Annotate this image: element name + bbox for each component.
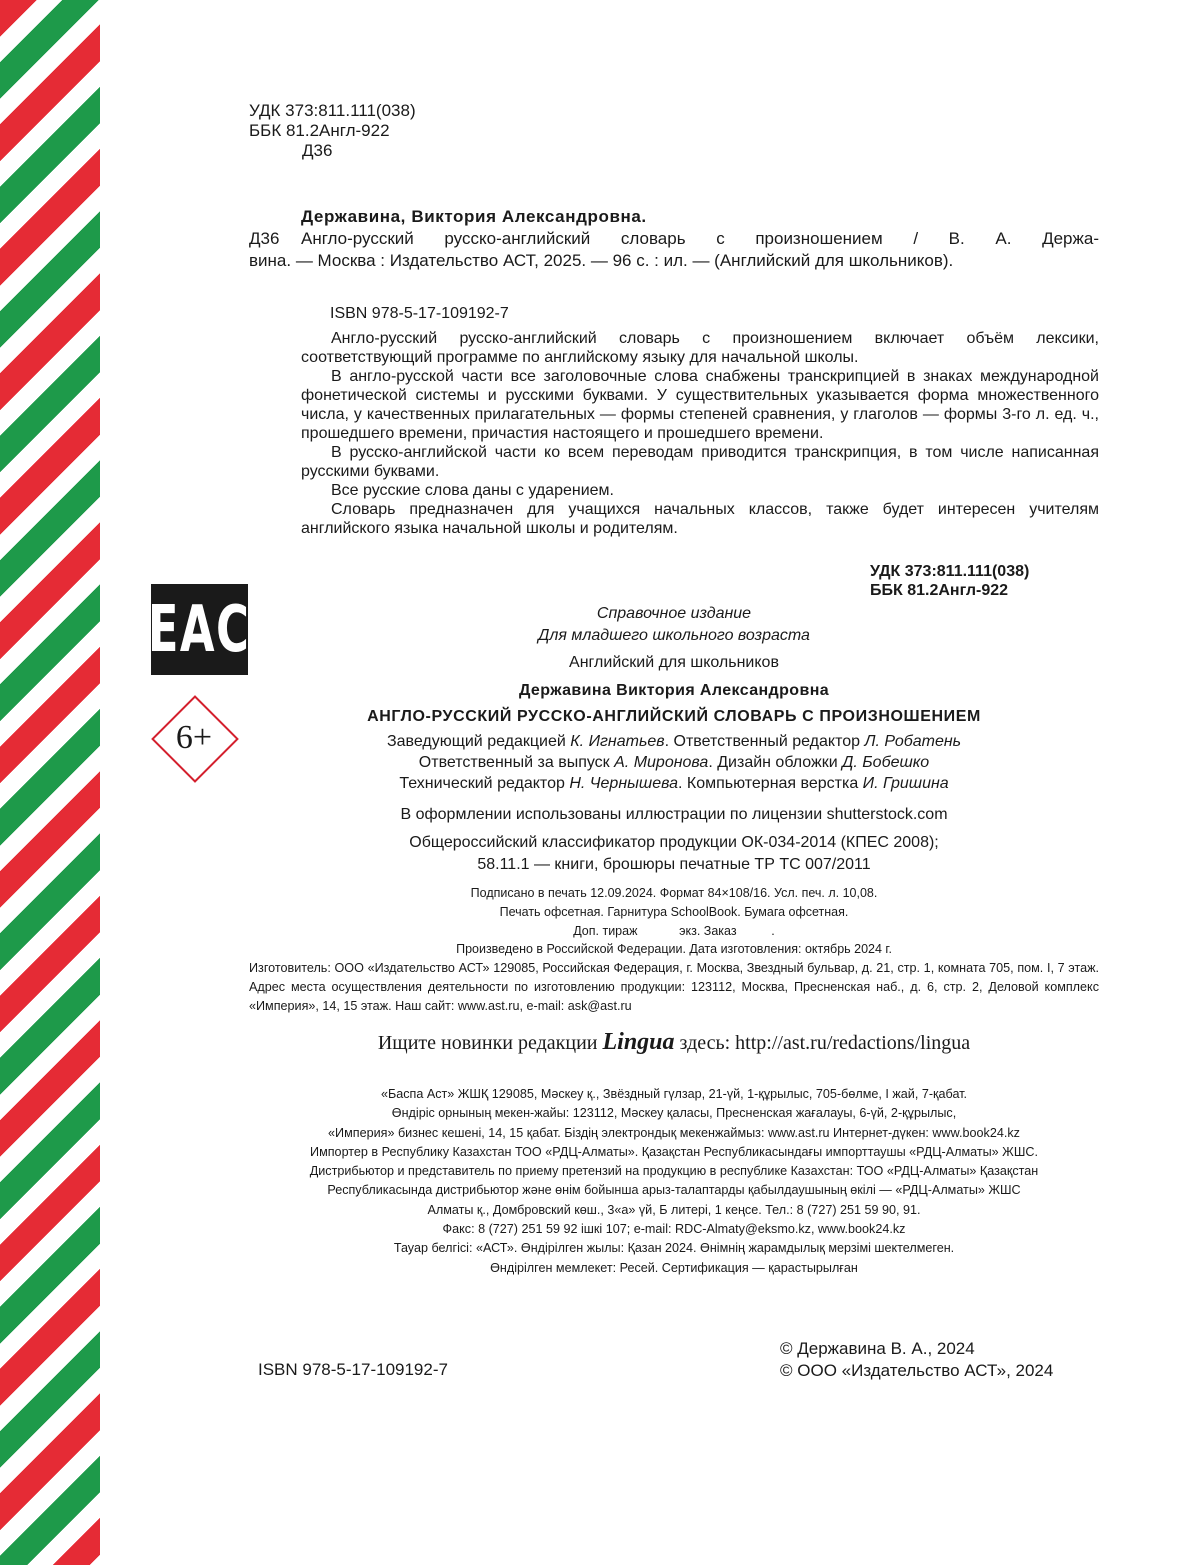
entry-code: Д36 <box>249 229 280 248</box>
footer-copyright <box>780 1338 1110 1382</box>
annotation-paragraph: В англо-русской части все заголовочные слова снабжены транскрипцией в знаках международной фонетической системы и русскими буквами. У существительных указывается форма множественного числа, у качественных прилагательных — формы степеней сравнения, у глаголов — формы 3-го л. ед. ч., прошедшего времени, причастия настоящего и прошедшего времени. <box>301 368 1099 442</box>
annotation-paragraph: Все русские слова даны с ударением. <box>331 482 614 499</box>
lingua-logo: Lingua <box>602 1029 675 1055</box>
kz-line: Өндіріс орнының мекен-жайы: 123112, Мәскеу қаласы, Пресненская жағалауы, 6-үй, 2-құрылыс, <box>391 1106 957 1121</box>
imprint-series: Английский для школьников <box>569 654 779 671</box>
kz-line: Алматы қ., Домбровский көш., 3«а» үй, Б литері, 1 кеңсе. Тел.: 8 (727) 251 59 90, 91. <box>427 1202 921 1217</box>
print-line-4: Произведено в Российской Федерации. Дата изготовления: октябрь 2024 г. <box>456 942 892 957</box>
entry-classification <box>870 562 1095 600</box>
header-code: Д36 <box>302 141 333 160</box>
entry-author: Державина, Виктория Александровна. <box>301 207 647 226</box>
imprint-author: Державина Виктория Александровна <box>518 682 830 699</box>
footer-isbn: ISBN 978-5-17-109192-7 <box>258 1360 448 1379</box>
kz-line: «Баспа Аст» ЖШҚ 129085, Мәскеу қ., Звёздный гүлзар, 21-үй, 1-құрылыс, 705-бөлме, I жай, 7-қабат. <box>380 1087 968 1101</box>
entry-bbk: ББК 81.2Англ-922 <box>870 582 1009 599</box>
annotation-paragraph: Словарь предназначен для учащихся начальных классов, также будет интересен учителям английского языка начальной школы и родителям. <box>301 501 1099 537</box>
imprint-classifier-2: 58.11.1 — книги, брошюры печатные ТР ТС 007/2011 <box>477 856 871 873</box>
kz-info-block <box>249 1085 1099 1278</box>
staff-line-1: Заведующий редакцией К. Игнатьев. Ответственный редактор Л. Робатень <box>386 733 962 750</box>
lingua-suffix: здесь: http://ast.ru/redactions/lingua <box>679 1032 971 1054</box>
imprint-kind: Справочное издание <box>596 605 752 622</box>
copyright-author: © Державина В. А., 2024 <box>780 1339 975 1358</box>
entry-annotation <box>301 329 1099 538</box>
imprint-age-group: Для младшего школьного возраста <box>538 627 810 644</box>
print-line-1: Подписано в печать 12.09.2024. Формат 84×108/16. Усл. печ. л. 10,08. <box>470 886 878 900</box>
kz-line: «Империя» бизнес кешені, 14, 15 қабат. Біздің электрондық мекенжаймыз: www.ast.ru Интернет-дүкен: www.book24.kz <box>328 1125 1020 1140</box>
lingua-prefix: Ищите новинки редакции <box>377 1032 598 1054</box>
kz-line: Импортер в Республику Казахстан ТОО «РДЦ-Алматы». Қазақстан Республикасындағы импорттаушы «РДЦ-Алматы» ЖШС. <box>310 1144 1038 1159</box>
decorative-stripes <box>0 0 100 1565</box>
kz-line: Өндірілген мемлекет: Ресей. Сертификация — қарастырылған <box>490 1260 858 1275</box>
header-classification <box>249 101 549 161</box>
manufacturer-info: Изготовитель: ООО «Издательство АСТ» 129085, Российская Федерация, г. Москва, Звездный бульвар, д. 21, стр. 1, комната 705, пом. I, 7 этаж. Адрес места осуществления деятельности по изготовлению продукции: 123112, Москва, Пресненская наб., д. 6, стр. 2, Деловой комплекс «Империя», 14, 15 этаж. Наш сайт: www.ast.ru, e-mail: ask@ast.ru <box>249 961 1099 1013</box>
lingua-promo <box>249 1030 1099 1055</box>
print-line-3: Доп. тираж экз. Заказ . <box>573 923 775 938</box>
eac-mark-text: EAC <box>148 592 251 667</box>
kz-line: Дистрибьютор и представитель по приему претензий на продукцию в республике Казахстан: ТОО «РДЦ-Алматы» Қазақстан <box>309 1164 1039 1179</box>
copyright-publisher: © ООО «Издательство АСТ», 2024 <box>780 1361 1054 1380</box>
kz-line: Факс: 8 (727) 251 59 92 ішкі 107; e-mail: RDC-Almaty@eksmo.kz, www.book24.kz <box>442 1222 906 1237</box>
kz-line: Республикасында дистрибьютор және өнім бойынша арыз-талаптарды қабылдаушының өкілі — «РДЦ-Алматы» ЖШС <box>327 1183 1021 1198</box>
age-rating-text: 6+ <box>175 719 213 756</box>
staff-line-3: Технический редактор Н. Чернышева. Компьютерная верстка И. Гришина <box>399 775 949 792</box>
entry-title-line1: Англо-русский русско-английский словарь с произношением / В. А. Держа- <box>301 229 1099 248</box>
annotation-paragraph: Англо-русский русско-английский словарь с произношением включает объём лексики, соответствующий программе по английскому языку для начальной школы. <box>301 330 1099 366</box>
age-rating-icon <box>152 696 236 780</box>
imprint-illustrations: В оформлении использованы иллюстрации по лицензии shutterstock.com <box>400 806 948 823</box>
header-bbk: ББК 81.2Англ-922 <box>249 121 390 140</box>
staff-line-2: Ответственный за выпуск А. Миронова. Дизайн обложки Д. Бобешко <box>418 754 930 771</box>
imprint-classifier-1: Общероссийский классификатор продукции ОК-034-2014 (КПЕС 2008); <box>409 834 939 851</box>
header-udk: УДК 373:811.111(038) <box>249 101 416 120</box>
entry-isbn: ISBN 978-5-17-109192-7 <box>330 305 509 322</box>
imprint-block <box>249 604 1099 959</box>
kz-line: Тауар белгісі: «АСТ». Өндірілген жылы: Қазан 2024. Өнімнің жарамдылық мерзімі шектелмеген. <box>393 1241 955 1256</box>
entry-udk: УДК 373:811.111(038) <box>870 563 1030 580</box>
entry-title-rest: вина. — Москва : Издательство АСТ, 2025. — 96 с. : ил. — (Английский для школьников). <box>249 251 954 270</box>
print-line-2: Печать офсетная. Гарнитура SchoolBook. Бумага офсетная. <box>499 904 849 919</box>
eac-mark-icon <box>148 584 251 675</box>
annotation-paragraph: В русско-английской части ко всем переводам приводится транскрипция, в том числе написанная русскими буквами. <box>301 444 1099 480</box>
imprint-title: АНГЛО-РУССКИЙ РУССКО-АНГЛИЙСКИЙ СЛОВАРЬ С ПРОИЗНОШЕНИЕМ <box>367 708 981 725</box>
